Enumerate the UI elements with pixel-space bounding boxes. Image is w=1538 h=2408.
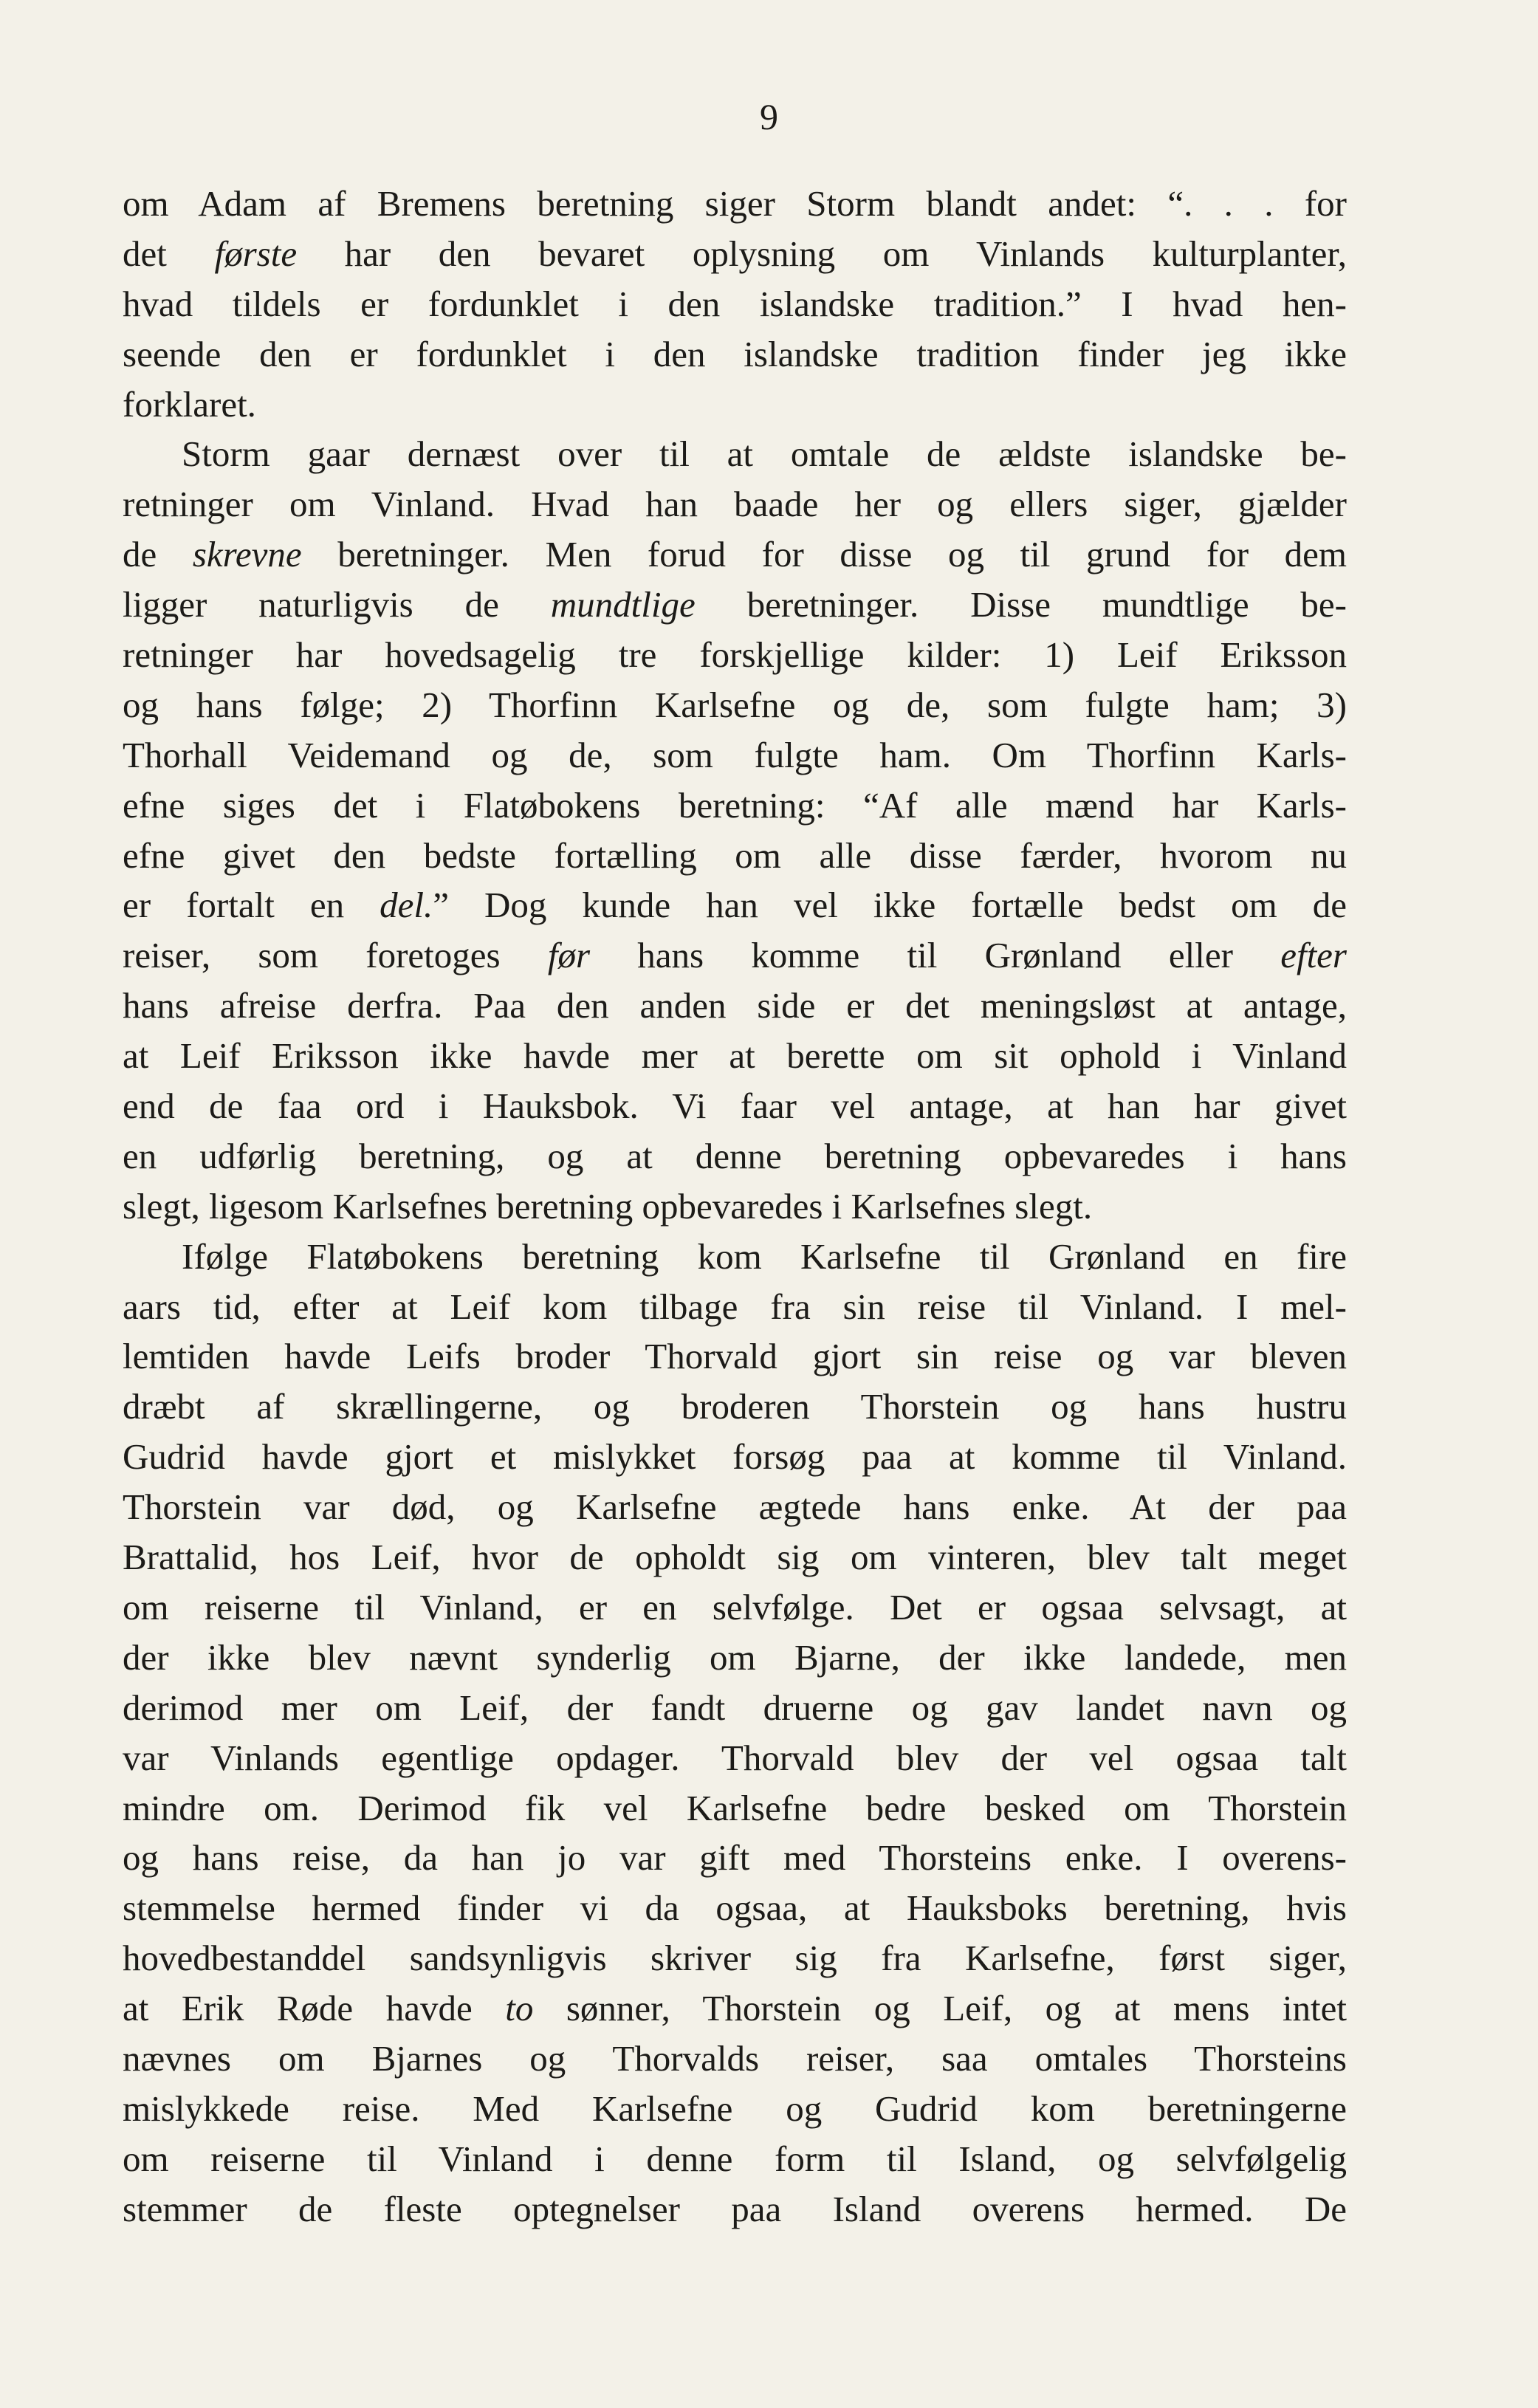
text-span: om reiserne til Vinland, er en selvfølge. Det er ogsaa selvsagt, at <box>123 1586 1347 1627</box>
text-line <box>123 279 1347 329</box>
italic-text: del. <box>380 885 433 926</box>
italic-text: skrevne <box>192 534 302 575</box>
text-span: lemtiden havde Leifs broder Thorvald gjort sin reise og var bleven <box>123 1336 1347 1377</box>
text-span: er fortalt en <box>123 885 380 926</box>
text-span: Storm gaar dernæst over til at omtale de ældste islandske be- <box>182 433 1347 475</box>
text-line <box>123 730 1347 781</box>
text-span: at Leif Eriksson ikke havde mer at berette om sit ophold i Vinland <box>123 1035 1347 1077</box>
text-span: har den bevaret oplysning om Vinlands kulturplanter, <box>297 233 1347 274</box>
text-span: dræbt af skrællingerne, og broderen Thorstein og hans hustru <box>123 1386 1347 1427</box>
text-line <box>123 1733 1347 1783</box>
text-span: retninger har hovedsagelig tre forskjellige kilder: 1) Leif Eriksson <box>123 634 1347 676</box>
text-span: Brattalid, hos Leif, hvor de opholdt sig om vinteren, blev talt meget <box>123 1537 1347 1578</box>
text-line <box>123 429 1347 479</box>
text-line <box>123 1282 1347 1332</box>
text-line <box>123 1633 1347 1683</box>
text-line <box>123 2184 1347 2234</box>
text-span: det <box>123 233 215 274</box>
text-line <box>123 831 1347 881</box>
text-span: og hans følge; 2) Thorfinn Karlsefne og de, som fulgte ham; 3) <box>123 684 1347 725</box>
text-line <box>123 479 1347 529</box>
text-span: de <box>123 534 193 575</box>
text-span: efne siges det i Flatøbokens beretning: “Af alle mænd har Karls- <box>123 784 1347 826</box>
text-span: stemmelse hermed finder vi da ogsaa, at Hauksboks beretning, hvis <box>123 1887 1347 1929</box>
text-line <box>123 630 1347 680</box>
text-span: mindre om. Derimod fik vel Karlsefne bedre besked om Thorstein <box>123 1787 1347 1828</box>
text-line <box>123 1181 1347 1232</box>
text-line <box>123 1331 1347 1382</box>
text-span: stemmer de fleste optegnelser paa Island overens hermed. De <box>123 2188 1347 2229</box>
text-span: beretninger. Men forud for disse og til grund for dem <box>301 534 1347 575</box>
text-span: nævnes om Bjarnes og Thorvalds reiser, saa omtales Thorsteins <box>123 2037 1347 2079</box>
text-span: ” Dog kunde han vel ikke fortælle bedst om de <box>433 885 1347 926</box>
text-line <box>123 680 1347 730</box>
text-span: derimod mer om Leif, der fandt druerne og gav landet navn og <box>123 1687 1347 1728</box>
text-span: der ikke blev nævnt synderlig om Bjarne, der ikke landede, men <box>123 1636 1347 1678</box>
text-span: var Vinlands egentlige opdager. Thorvald blev der vel ogsaa talt <box>123 1737 1347 1778</box>
italic-text: mundtlige <box>550 584 696 625</box>
text-line <box>123 380 1347 430</box>
text-line <box>123 1783 1347 1834</box>
text-span: at Erik Røde havde <box>123 1988 506 2029</box>
text-line <box>123 1382 1347 1432</box>
text-span: reiser, som foretoges <box>123 935 548 976</box>
text-line <box>123 1983 1347 2034</box>
text-span: efne givet den bedste fortælling om alle disse færder, hvorom nu <box>123 834 1347 876</box>
text-span: sønner, Thorstein og Leif, og at mens intet <box>533 1988 1347 2029</box>
text-line <box>123 1933 1347 1983</box>
text-span: slegt, ligesom Karlsefnes beretning opbevaredes i Karlsefnes slegt. <box>123 1185 1093 1227</box>
body-text <box>123 179 1347 2234</box>
text-span: forklaret. <box>123 383 256 425</box>
italic-text: to <box>505 1988 534 2029</box>
text-line <box>123 2034 1347 2084</box>
text-line <box>123 1081 1347 1131</box>
text-span: end de faa ord i Hauksbok. Vi faar vel antage, at han har givet <box>123 1085 1347 1127</box>
page-number: 9 <box>760 96 778 137</box>
text-span: hvad tildels er fordunklet i den islandske tradition.” I hvad hen- <box>123 283 1347 324</box>
text-line <box>123 1532 1347 1582</box>
text-line <box>123 781 1347 831</box>
text-line <box>123 2134 1347 2184</box>
text-line <box>123 179 1347 229</box>
text-line <box>123 1482 1347 1532</box>
text-span: beretninger. Disse mundtlige be- <box>695 584 1347 625</box>
italic-text: første <box>214 233 298 274</box>
text-line <box>123 1031 1347 1081</box>
text-span: retninger om Vinland. Hvad han baade her og ellers siger, gjælder <box>123 484 1347 525</box>
text-line <box>123 981 1347 1031</box>
text-line <box>123 529 1347 580</box>
text-line <box>123 930 1347 981</box>
text-span: Thorhall Veidemand og de, som fulgte ham. Om Thorfinn Karls- <box>123 734 1347 775</box>
italic-text: før <box>547 935 591 976</box>
italic-text: efter <box>1280 935 1347 976</box>
text-span: en udførlig beretning, og at denne beretning opbevaredes i hans <box>123 1135 1347 1176</box>
text-line <box>123 1131 1347 1181</box>
text-line <box>123 329 1347 380</box>
text-line <box>123 1432 1347 1482</box>
text-line <box>123 880 1347 930</box>
text-line <box>123 1883 1347 1933</box>
text-span: hovedbestanddel sandsynligvis skriver sig fra Karlsefne, først siger, <box>123 1938 1347 1979</box>
text-line <box>123 1683 1347 1733</box>
text-span: om reiserne til Vinland i denne form til Island, og selvfølgelig <box>123 2138 1347 2179</box>
text-span: og hans reise, da han jo var gift med Thorsteins enke. I overens- <box>123 1837 1347 1879</box>
text-line <box>123 1582 1347 1633</box>
text-line <box>123 229 1347 279</box>
text-span: Thorstein var død, og Karlsefne ægtede hans enke. At der paa <box>123 1486 1347 1528</box>
text-line <box>123 1232 1347 1282</box>
text-span: mislykkede reise. Med Karlsefne og Gudrid kom beretningerne <box>123 2088 1347 2129</box>
text-span: Gudrid havde gjort et mislykket forsøg paa at komme til Vinland. <box>123 1436 1347 1478</box>
text-span: seende den er fordunklet i den islandske tradition finder jeg ikke <box>123 333 1347 374</box>
text-span: aars tid, efter at Leif kom tilbage fra sin reise til Vinland. I mel- <box>123 1286 1347 1327</box>
text-span: Ifølge Flatøbokens beretning kom Karlsefne til Grønland en fire <box>182 1235 1347 1277</box>
text-line <box>123 580 1347 630</box>
text-span: hans komme til Grønland eller <box>590 935 1281 976</box>
text-line <box>123 1833 1347 1883</box>
text-span: om Adam af Bremens beretning siger Storm blandt andet: “. . . for <box>123 183 1347 224</box>
text-span: hans afreise derfra. Paa den anden side er det meningsløst at antage, <box>123 985 1347 1026</box>
text-span: ligger naturligvis de <box>123 584 551 625</box>
text-line <box>123 2084 1347 2134</box>
